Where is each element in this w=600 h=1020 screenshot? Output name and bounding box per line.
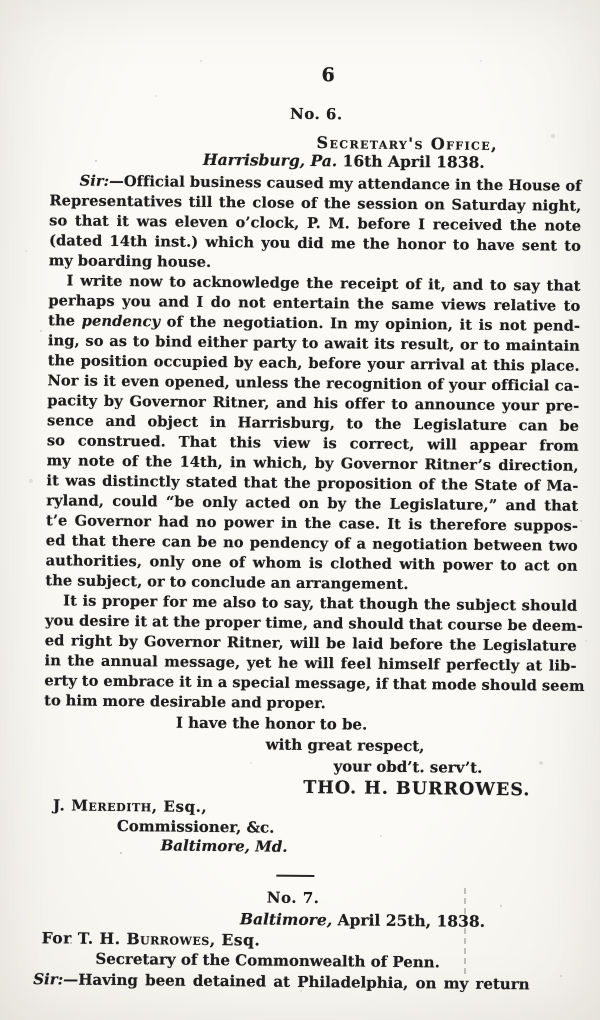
body-text: my note of the 14th, in which, by Governor Ritner’s direction, [46,452,579,475]
recipient-suffix: , Esq. [209,929,261,950]
body-text: so that it was eleven o’clock, P. M. before I received the note [49,212,582,235]
dateline-date: April 25th, 1838. [332,910,486,931]
letter-no-7 [33,886,574,995]
page-content [33,61,585,995]
body-text: the subject, or to conclude an arrangement. [45,572,409,594]
letter-7-dateline [240,909,574,931]
body-text: authorities, only one of whom is clothed with power to act on [45,552,578,575]
signature: THO. H. BURROWES. [303,777,531,801]
closing-line: I have the honor to be. [175,713,368,734]
dateline-place: Baltimore, [239,909,333,930]
body-text: Representatives till the close of the session on Saturday night, [49,192,582,215]
letter-7-recipient-title: Secretary of the Commonwealth of Penn. [95,949,440,972]
body-text: perhaps you and I do not entertain the same views relative to [48,292,581,315]
addressee-place-line: Baltimore, Md. [160,836,288,856]
addressee-name: Meredith [71,796,152,816]
body-text: ed right by Governor Ritner, will be laid before the Legislature [44,632,577,655]
body-text: ed that there can be no pendency of a negotiation between two [45,532,578,555]
body-text: in the annual message, yet he will feel himself perfectly at lib- [44,652,577,675]
closing-line: your obd’t. serv’t. [333,757,483,777]
letter-7-opening-line [33,969,573,995]
body-text: it was distinctly stated that the proposition of the State of Ma- [46,472,579,495]
italic-text: pendency [81,312,161,331]
page-number: 6 [321,64,336,87]
body-text: erty to embrace it in a special message, if that mode should seem [44,672,585,695]
body-text: of the negotiation. In my opinion, it is not pend- [159,313,581,335]
body-text: the position occupied by each, before your arrival at this place. [47,352,580,375]
salutation-lead: Sir:— [33,970,79,989]
scan-noise-speckles [0,0,2,2]
letter-7-heading: No. 7. [266,888,320,908]
dateline-date: 16th April 1838. [337,151,485,172]
body-text: you desire it at the proper time, and should that course be deem- [44,612,583,635]
letter-no-6 [43,101,583,860]
italic-text: Sir:— [79,172,124,191]
body-text: ing, so as to bind either party to await its result, or to maintain [47,332,581,355]
addressee-suffix: , Esq., [151,797,208,816]
addressee-prefix: J. [52,796,72,815]
dateline-place: Harrisburg, Pa. [202,149,338,171]
body-text: so construed. That this view is correct, will appear from [46,432,579,455]
body-text: my boarding house. [48,252,212,271]
office-line: Secretary's Office, [316,133,499,154]
recipient-prefix: For T. H. [41,928,127,949]
section-divider-rule [276,874,314,877]
body-text: I write now to acknowledge the receipt of it, and to say that [66,272,581,295]
letter-6-body [44,171,585,717]
body-text: the [48,312,82,330]
body-text: sence and object in Harrisburg, to the Legislature can be [47,412,580,435]
closing-line: with great respect, [265,735,425,756]
body-text: It is proper for me also to say, that though the subject should [63,592,578,615]
body-text: Official business caused my attendance in the House of [123,173,582,195]
addressee-title-line: Commissioner, &c. [116,816,275,837]
body-text: pacity by Governor Ritner, and his offer to announce your pre- [47,392,580,415]
body-text: (dated 14th inst.) which you did me the honor to have sent to [48,232,582,255]
body-text: Nor is it even opened, unless the recognition of your official ca- [47,372,580,395]
body-text: ryland, could “be only acted on by the Legislature,” and that [46,492,579,515]
letter-6-heading: No. 6. [289,104,343,124]
body-text: t’e Governor had no power in the case. It is therefore suppos- [45,512,579,535]
recipient-name: Burrowes [126,929,210,949]
opening-text: Having been detained at Philadelphia, on my return [78,970,530,994]
body-text: to him more desirable and proper. [44,692,326,713]
